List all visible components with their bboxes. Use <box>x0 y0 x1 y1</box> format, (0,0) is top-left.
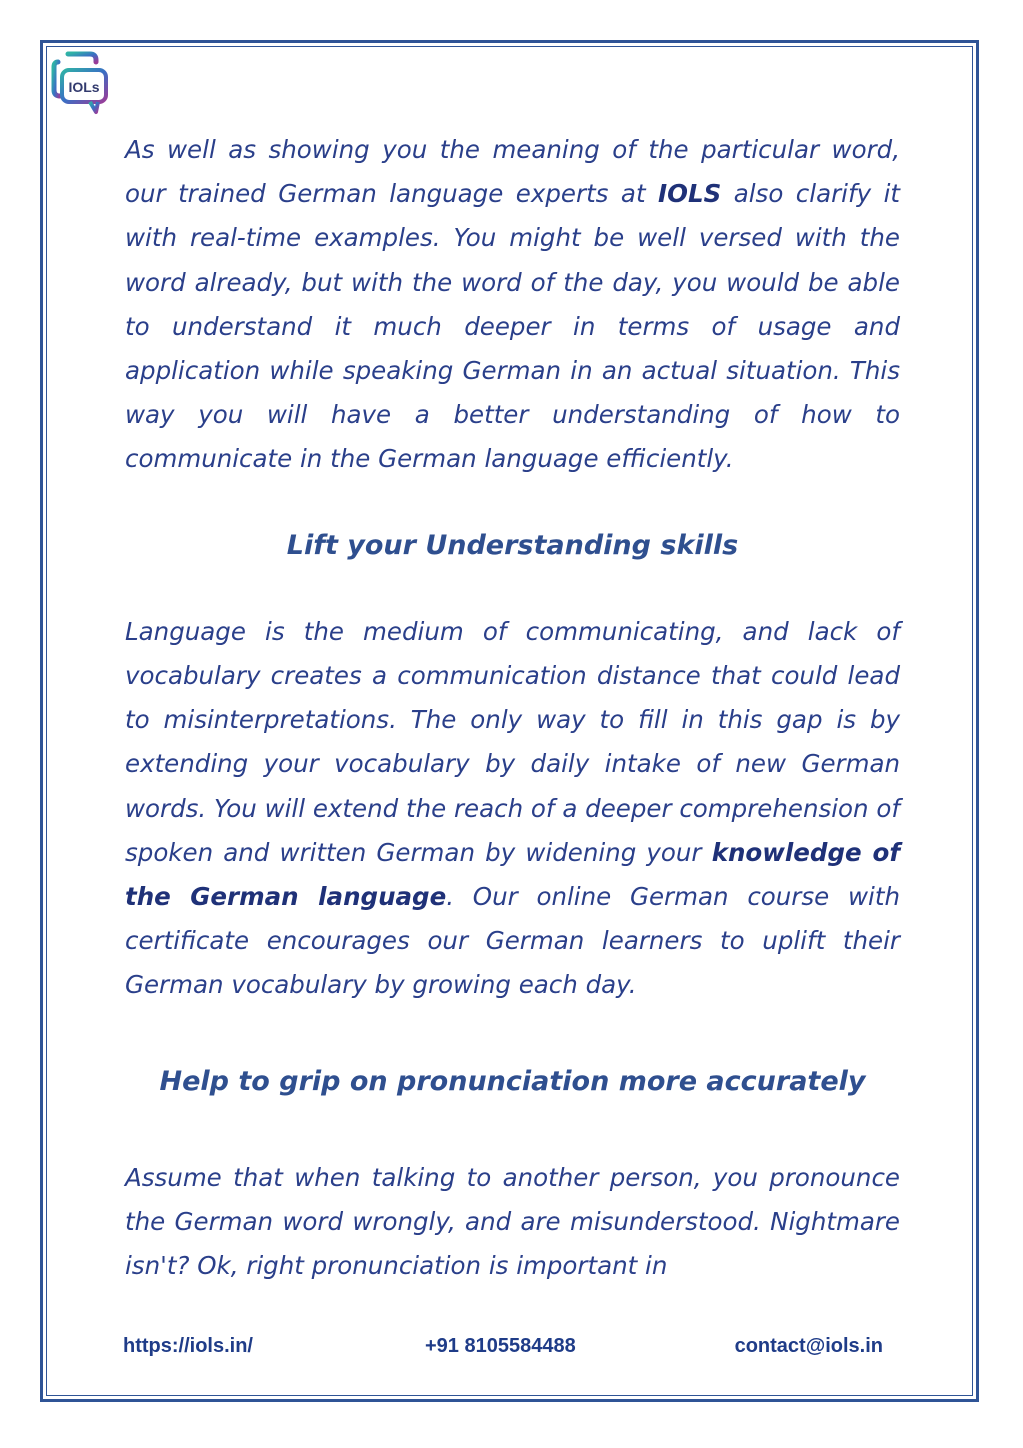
footer-website-link[interactable]: https://iols.in/ <box>123 1335 253 1357</box>
paragraph-1 <box>125 128 900 482</box>
heading-lift-understanding: Lift your Understanding skills <box>286 529 739 561</box>
iols-logo <box>50 50 112 116</box>
document-body <box>125 128 900 1288</box>
paragraph-2 <box>125 610 900 1008</box>
paragraph-1-text-cont: also clarify it with real-time examples. You might be well versed with the word already, but with the word of the day, you would be able to understand it much deeper in terms of usage and application while speaking German in an actual situation. This way you will have a better understanding of how to communicate in the German language efficiently. <box>125 179 900 474</box>
footer-email-link[interactable]: contact@iols.in <box>734 1335 883 1357</box>
page-footer <box>123 1335 883 1361</box>
knowledge-link[interactable]: knowledge of the German language <box>125 837 900 912</box>
paragraph-3: Assume that when talking to another person, you pronounce the German word wrongly, and are misunderstood. Nightmare isn't? Ok, right pronunciation is important in <box>125 1162 900 1281</box>
paragraph-2-text: Language is the medium of communicating, and lack of vocabulary creates a communication distance that could lead to misinterpretations. The only way to fill in this gap is by extending your vocabulary by daily intake of new German words. You will extend the reach of a deeper comprehension of spoken and written German by widening your <box>125 616 900 867</box>
footer-phone[interactable]: +91 8105584488 <box>425 1335 576 1357</box>
paragraph-2-text-cont: . Our online German course with certificate encourages our German learners to uplift their German vocabulary by growing each day. <box>125 882 900 1000</box>
iols-highlight: IOLS <box>658 179 722 209</box>
heading-pronunciation: Help to grip on pronunciation more accurately <box>159 1065 866 1097</box>
paragraph-1-text: As well as showing you the meaning of the particular word, our trained German language experts at <box>125 135 900 209</box>
svg-text:IOLs: IOLs <box>68 79 100 95</box>
